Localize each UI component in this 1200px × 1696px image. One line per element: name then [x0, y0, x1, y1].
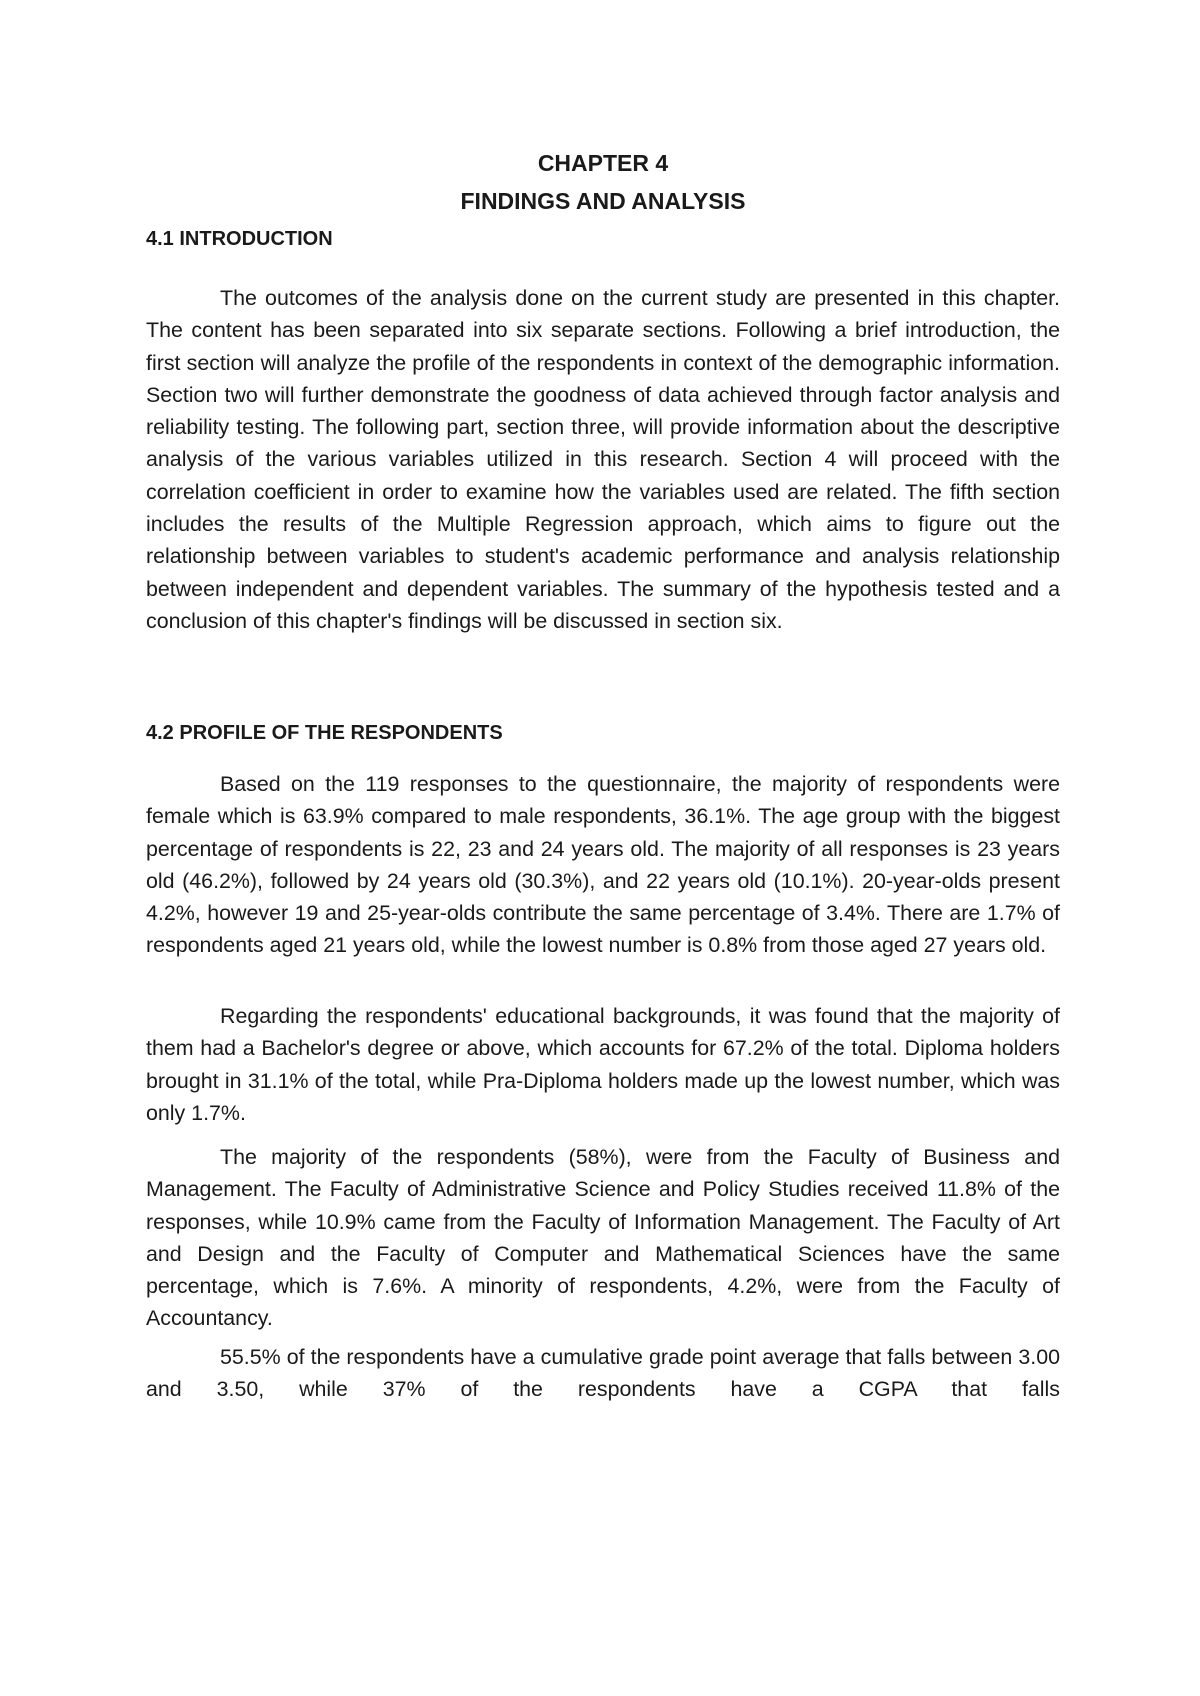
chapter-label: CHAPTER 4 [537, 150, 669, 176]
chapter-title: FINDINGS AND ANALYSIS [460, 188, 746, 214]
section-heading-profile: 4.2 PROFILE OF THE RESPONDENTS [146, 722, 503, 744]
paragraph-cgpa: 55.5% of the respondents have a cumulative grade point average that falls between 3.00 and 3.50, while 37% of the respondents have a CGPA that falls [146, 1345, 1060, 1402]
paragraph-introduction: The outcomes of the analysis done on the current study are presented in this chapter. The content has been separated into six separate sections. Following a brief introduction, the first section will analyze the profile of the respondents in context of the demographic information. Section two will further demonstrate the goodness of data achieved through factor analysis and reliability testing. The following part, section three, will provide information about the descriptive analysis of the various variables utilized in this research. Section 4 will proceed with the correlation coefficient in order to examine how the variables used are related. The fifth section includes the results of the Multiple Regression approach, which aims to figure out the relationship between variables to student's academic performance and analysis relationship between independent and dependent variables. The summary of the hypothesis tested and a conclusion of this chapter's findings will be discussed in section six. [146, 286, 1060, 633]
paragraph-education: Regarding the respondents' educational backgrounds, it was found that the majority of them had a Bachelor's degree or above, which accounts for 67.2% of the total. Diploma holders brought in 31.1% of the total, while Pra-Diploma holders made up the lowest number, which was only 1.7%. [146, 1004, 1060, 1125]
section-heading-introduction: 4.1 INTRODUCTION [146, 228, 333, 250]
paragraph-faculty: The majority of the respondents (58%), were from the Faculty of Business and Management. The Faculty of Administrative Science and Policy Studies received 11.8% of the responses, while 10.9% came from the Faculty of Information Management. The Faculty of Art and Design and the Faculty of Computer and Mathematical Sciences have the same percentage, which is 7.6%. A minority of respondents, 4.2%, were from the Faculty of Accountancy. [146, 1145, 1060, 1331]
paragraph-gender-age: Based on the 119 responses to the questionnaire, the majority of respondents were female which is 63.9% compared to male respondents, 36.1%. The age group with the biggest percentage of respondents is 22, 23 and 24 years old. The majority of all responses is 23 years old (46.2%), followed by 24 years old (30.3%), and 22 years old (10.1%). 20-year-olds present 4.2%, however 19 and 25-year-olds contribute the same percentage of 3.4%. There are 1.7% of respondents aged 21 years old, while the lowest number is 0.8% from those aged 27 years old. [146, 772, 1060, 958]
